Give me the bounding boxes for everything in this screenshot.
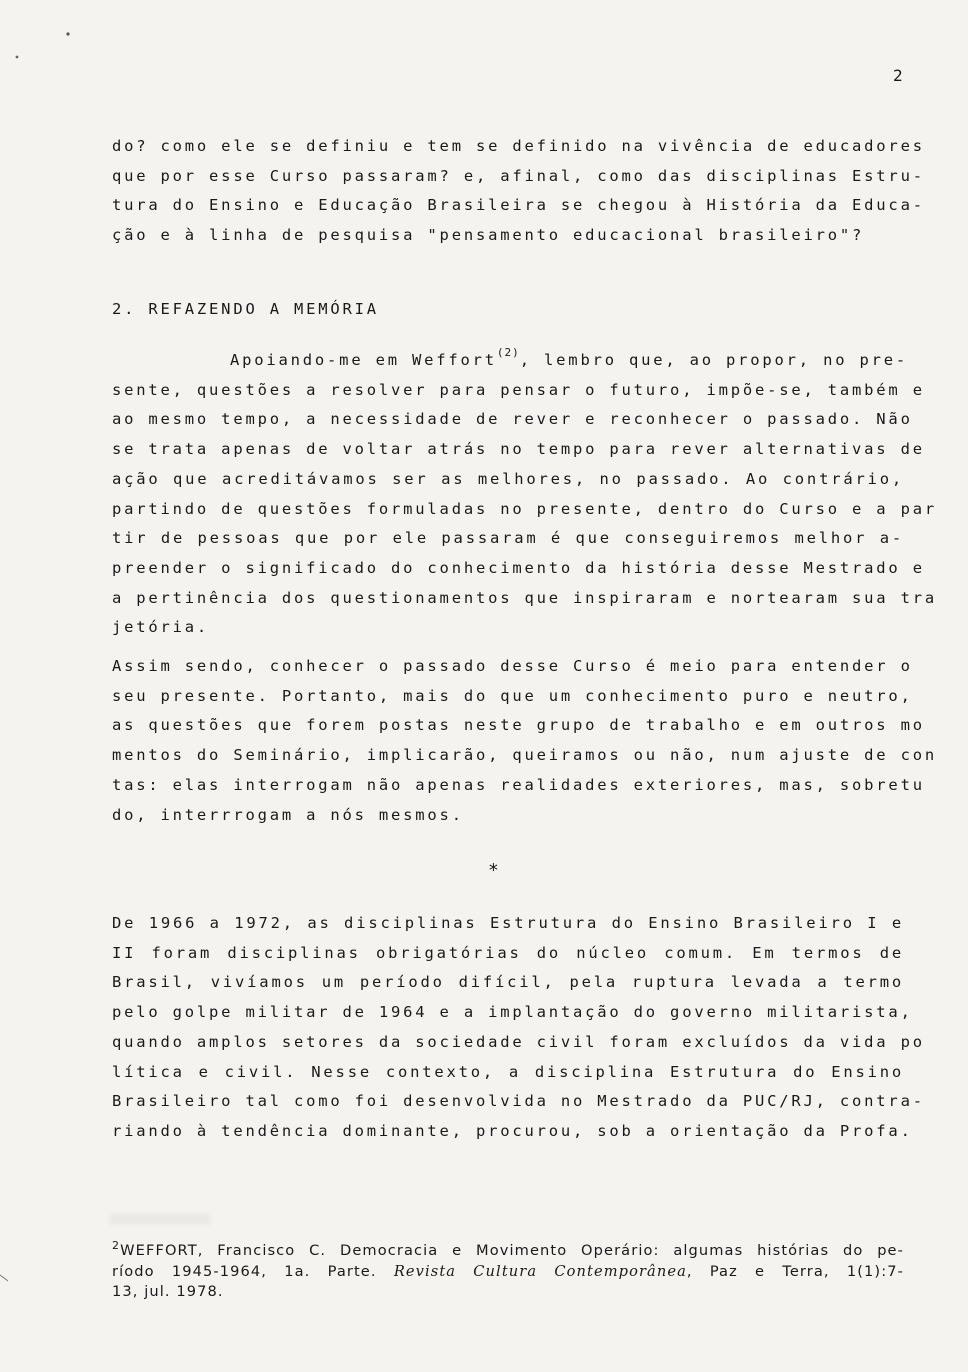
footnote-rule [110,1214,210,1224]
text-line: as questões que forem postas neste grupo de trabalho e em outros mo [112,716,925,735]
footnote-line [112,1236,904,1262]
text-line: pelo golpe militar de 1964 e a implantação do governo militarista, [112,1003,913,1022]
footnote [112,1236,904,1303]
section-heading: 2. REFAZENDO A MEMÓRIA [112,300,379,318]
paragraph-assim-sendo [112,652,937,830]
text-line: ao mesmo tempo, a necessidade de rever e reconhecer o passado. Não [112,410,913,429]
text-line: tir de pessoas que por ele passaram é que conseguiremos melhor a- [112,529,904,548]
text-line: se trata apenas de voltar atrás no tempo para rever alternativas de [112,440,925,459]
text-fragment: , Paz e Terra, 1(1):7- [686,1262,904,1280]
text-fragment: ríodo 1945-1964, 1a. Parte. [112,1262,377,1280]
text-line: Brasileiro tal como foi desenvolvida no Mestrado da PUC/RJ, contra- [112,1092,925,1111]
text-line: quando amplos setores da sociedade civil foram excluídos da vida po [112,1032,925,1051]
text-line: preender o significado do conhecimento da história desse Mestrado e [112,558,925,577]
text-line: lítica e civil. Nesse contexto, a disciplina Estrutura do Ensino [112,1062,904,1081]
page-number: 2 [893,66,904,85]
journal-title: Revista Cultura Contemporânea [393,1262,687,1280]
text-line: riando à tendência dominante, procurou, sob a orientação da Profa. [112,1121,913,1140]
footnote-line: 13, jul. 1978. [112,1283,224,1300]
text-line [112,338,908,376]
text-line: a pertinência dos questionamentos que inspiraram e nortearam sua tra [112,588,937,607]
text-line: do? como ele se definiu e tem se definido na vivência de educadores [112,137,925,155]
text-line: jetória. [112,618,210,637]
text-fragment: WEFFORT, Francisco C. Democracia e Movimento Operário: algumas histórias do pe- [120,1242,904,1259]
text-line: tas: elas interrogam não apenas realidades exteriores, mas, sobretu [112,775,925,794]
text-line: partindo de questões formuladas no presente, dentro do Curso e a par [112,499,937,518]
text-fragment: , lembro que, ao propor, no pre- [519,351,908,369]
text-line: ação que acreditávamos ser as melhores, no passado. Ao contrário, [112,469,904,488]
paragraph-intro-continuation [112,132,925,251]
text-fragment: Apoiando-me em Weffort [230,351,497,369]
text-line: Assim sendo, conhecer o passado desse Curso é meio para entender o [112,657,913,675]
paragraph-1966-1972 [112,909,925,1147]
text-line: tura do Ensino e Educação Brasileira se chegou à História da Educa- [112,196,925,215]
text-line: Brasil, vivíamos um período difícil, pela ruptura levada a termo [112,973,904,992]
text-line: sente, questões a resolver para pensar o futuro, impõe-se, também e [112,380,925,399]
text-line: que por esse Curso passaram? e, afinal, como das disciplinas Estru- [112,166,925,185]
text-line: ção e à linha de pesquisa "pensamento educacional brasileiro"? [112,226,865,245]
text-line: De 1966 a 1972, as disciplinas Estrutura do Ensino Brasileiro I e [112,914,904,932]
text-line: seu presente. Portanto, mais do que um conhecimento puro e neutro, [112,686,913,705]
section-separator: * [488,860,499,881]
text-line: II foram disciplinas obrigatórias do núcleo comum. Em termos de [112,943,904,962]
footnote-line [112,1262,904,1283]
footnote-reference: (2) [496,346,520,359]
text-line: do, interrrogam a nós mesmos. [112,805,464,824]
footnote-mark: 2 [112,1239,121,1252]
text-line: mentos do Seminário, implicarão, queiramos ou não, num ajuste de con [112,746,937,765]
paragraph-memoria [112,338,937,643]
